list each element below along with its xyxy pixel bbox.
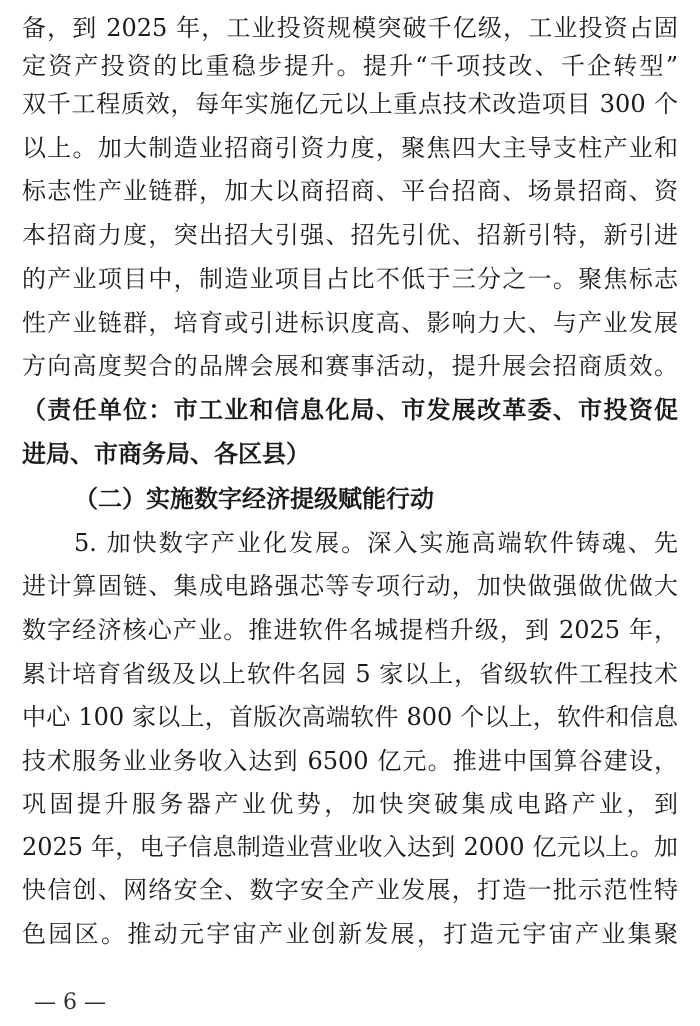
page-number: — 6 —: [34, 990, 106, 1015]
responsible-units-line-1: （责任单位：市工业和信息化局、市发展改革委、市投资促: [22, 396, 678, 424]
text-line-20: 2025 年，电子信息制造业营业收入达到 2000 亿元以上。加: [22, 833, 678, 861]
text-line-15: 数字经济核心产业。推进软件名城提档升级，到 2025 年，: [22, 616, 678, 644]
text-line-6: 本招商力度，突出招大引强、招先引优、招新引特，新引进: [22, 221, 678, 249]
text-line-4: 以上。加大制造业招商引资力度，聚焦四大主导支柱产业和: [22, 134, 678, 162]
text-line-2: 定资产投资的比重稳步提升。提升“千项技改、千企转型”: [22, 52, 678, 80]
text-line-17: 中心 100 家以上，首版次高端软件 800 个以上，软件和信息: [22, 703, 678, 731]
text-line-21: 快信创、网络安全、数字安全产业发展，打造一批示范性特: [22, 876, 678, 904]
text-line-22: 色园区。推动元宇宙产业创新发展，打造元宇宙产业集聚: [22, 920, 678, 948]
text-line-19: 巩固提升服务器产业优势，加快突破集成电路产业，到: [22, 790, 678, 818]
responsible-units-line-2: 进局、市商务局、各区县）: [22, 440, 310, 468]
text-line-8: 性产业链群，培育或引进标识度高、影响力大、与产业发展: [22, 309, 678, 337]
text-line-9: 方向高度契合的品牌会展和赛事活动，提升展会招商质效。: [22, 352, 678, 380]
section-heading: （二）实施数字经济提级赋能行动: [74, 485, 434, 513]
text-line-7: 的产业项目中，制造业项目占比不低于三分之一。聚焦标志: [22, 265, 678, 293]
text-line-18: 技术服务业业务收入达到 6500 亿元。推进中国算谷建设，: [22, 747, 678, 775]
text-line-14: 进计算固链、集成电路强芯等专项行动，加快做强做优做大: [22, 572, 678, 600]
text-line-13: 5. 加快数字产业化发展。深入实施高端软件铸魂、先: [74, 529, 678, 557]
text-line-5: 标志性产业链群，加大以商招商、平台招商、场景招商、资: [22, 177, 678, 205]
text-line-1: 备，到 2025 年，工业投资规模突破千亿级，工业投资占固: [22, 14, 678, 42]
text-line-3: 双千工程质效，每年实施亿元以上重点技术改造项目 300 个: [22, 90, 678, 118]
text-line-16: 累计培育省级及以上软件名园 5 家以上，省级软件工程技术: [22, 660, 678, 688]
